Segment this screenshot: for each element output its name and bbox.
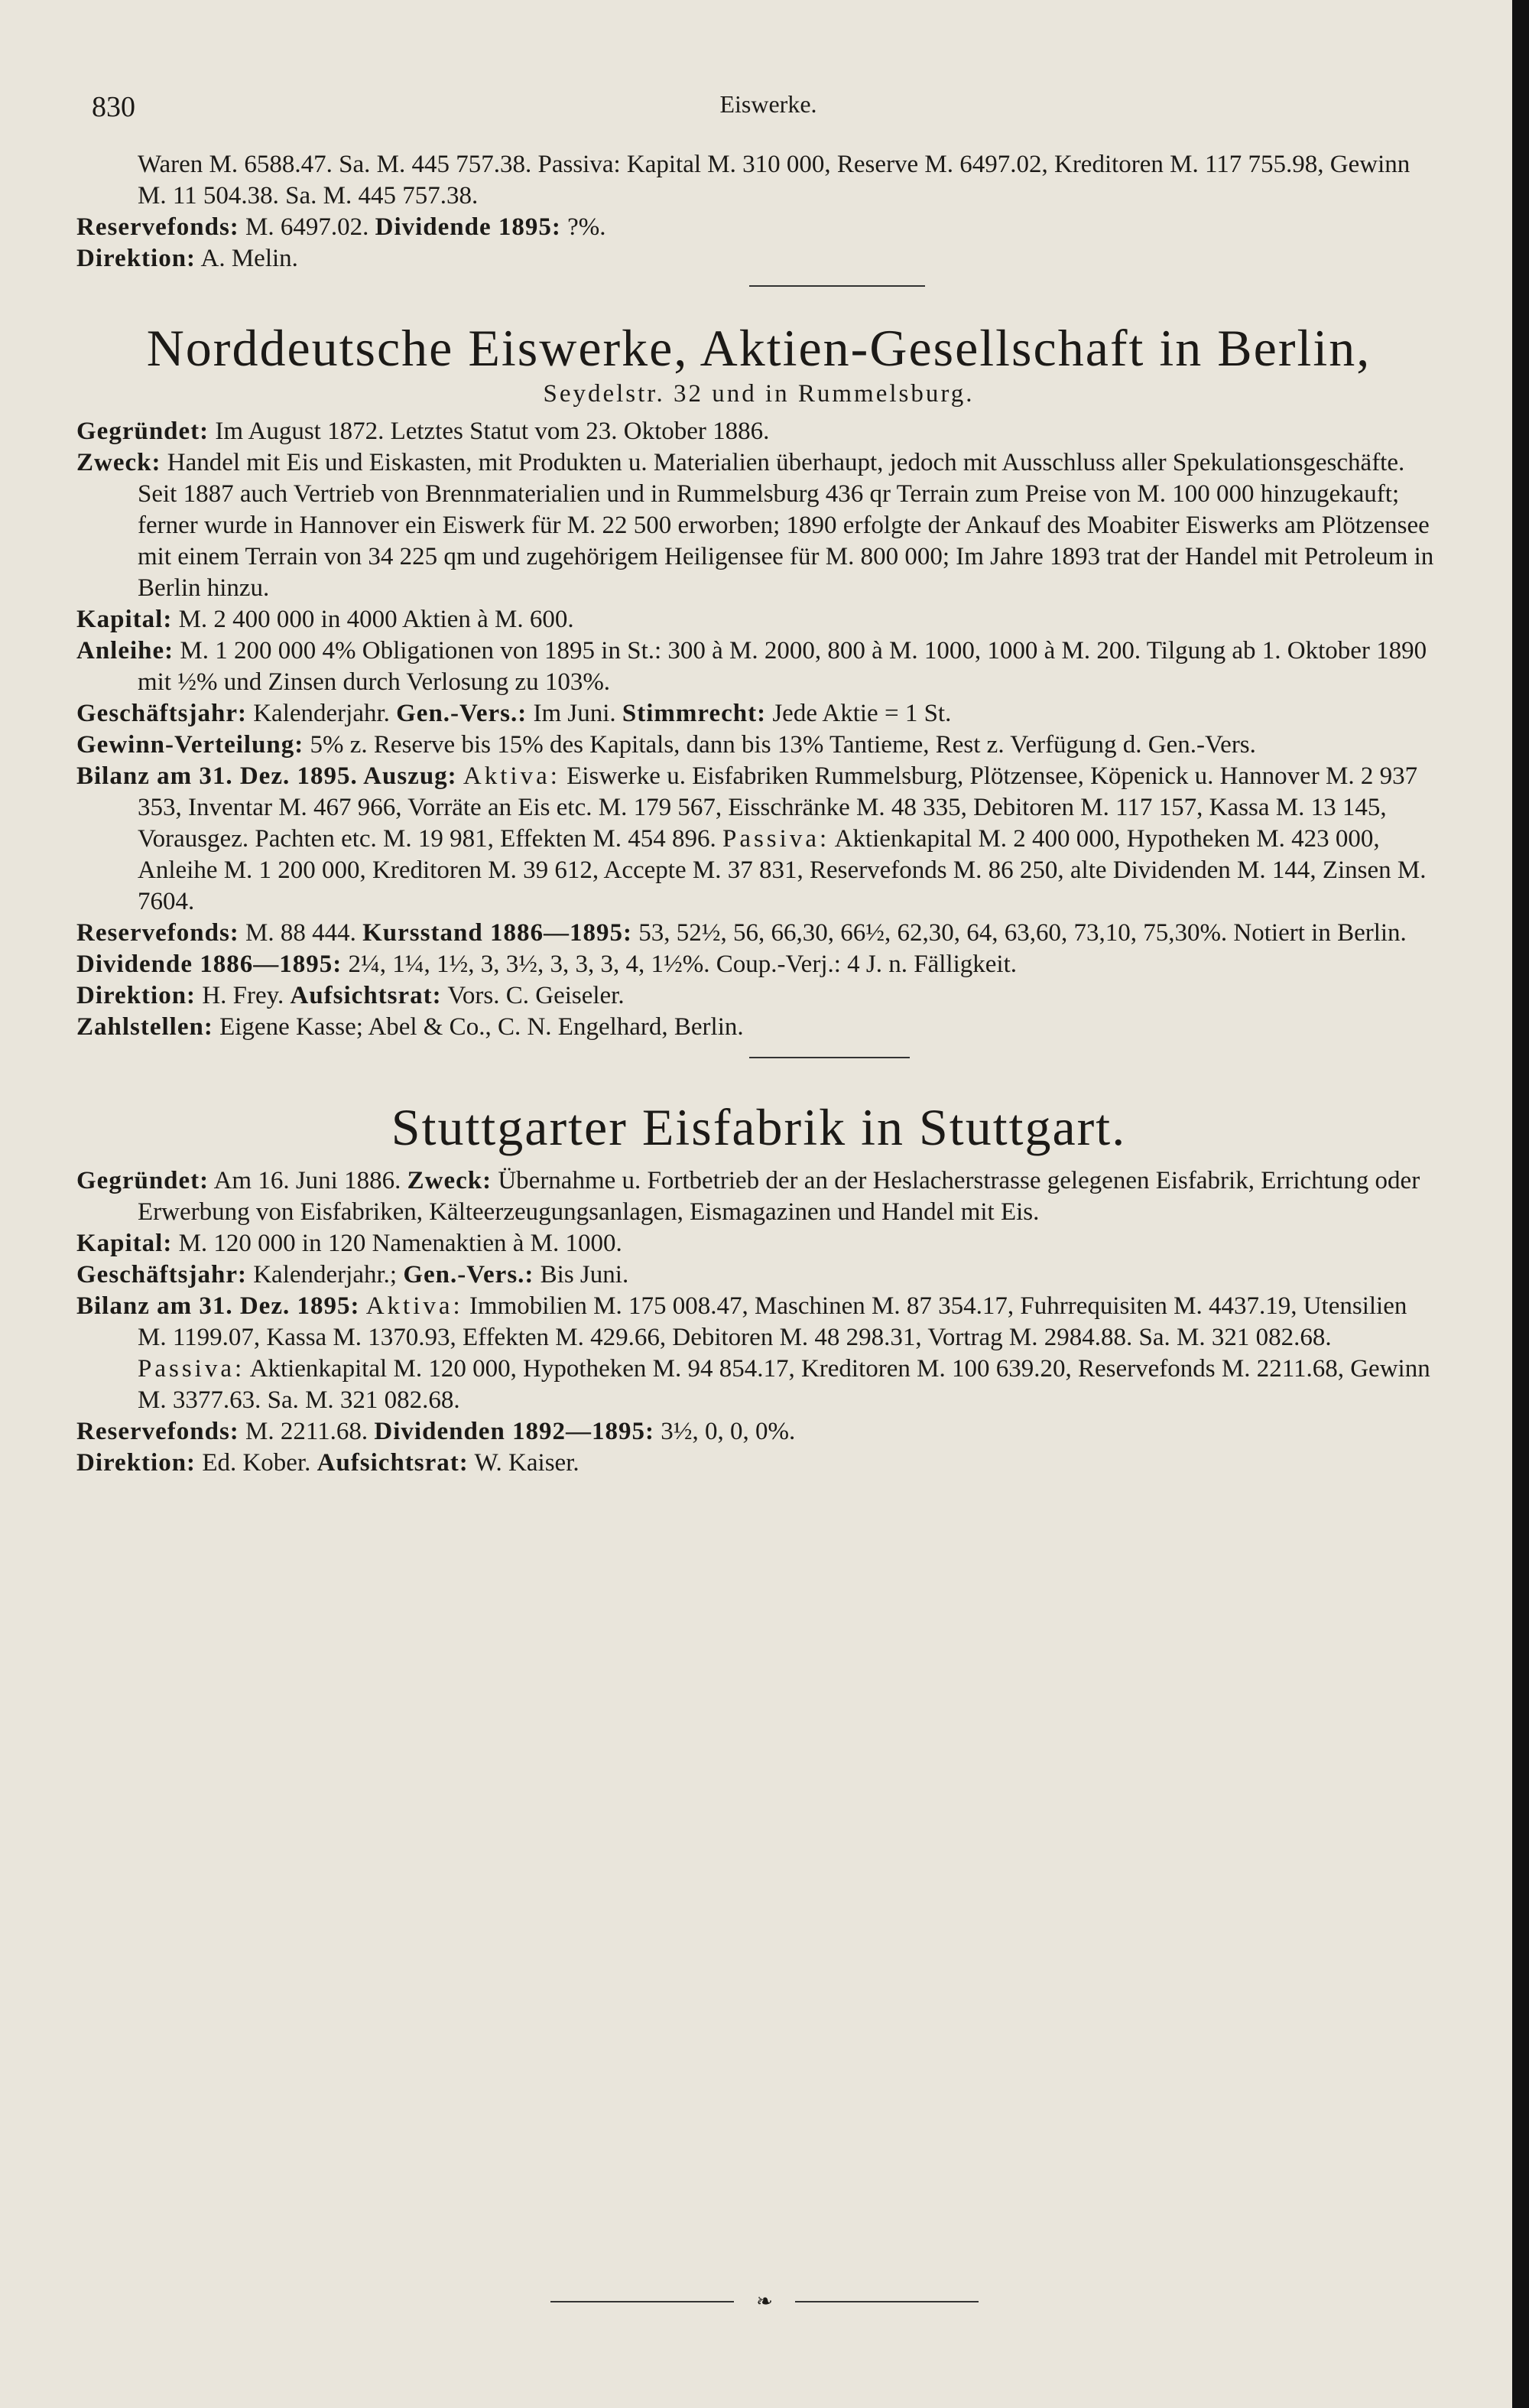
company-title: Stuttgarter Eisfabrik in Stuttgart.: [391, 1098, 1127, 1156]
bilanz-line: Bilanz am 31. Dez. 1895. Auszug: Aktiva: Eiswerke u. Eisfabriken Rummelsburg, Plötzensee, Köpenick u. Hannover M. 2 937 353, Inventar M. 467 966, Vorräte an Eis etc. M. 179 567, Eisschränke M. 48 335, Debitoren M. 117 157, Kassa M. 13 145, Vorausgez. Pachten etc. M. 19 981, Effekten M. 454 896. Passiva: Aktienkapital M. 2 400 000, Hypotheken M. 423 000, Anleihe M. 1 200 000, Kreditoren M. 39 612, Accepte M. 37 831, Reservefonds M. 86 250, alte Dividenden M. 144, Zinsen M. 7604.: [76, 762, 1427, 915]
direktion-line: Direktion: H. Frey. Aufsichtsrat: Vors. C. Geiseler.: [76, 982, 625, 1009]
company-address: Seydelstr. 32 und in Rummelsburg.: [543, 380, 975, 408]
geschaeftsjahr-line: Geschäftsjahr: Kalenderjahr.; Gen.-Vers.: Bis Juni.: [76, 1261, 629, 1288]
zahlstellen-line: Zahlstellen: Eigene Kasse; Abel & Co., C. N. Engelhard, Berlin.: [76, 1013, 744, 1041]
prev-reserve-line: Reservefonds: M. 6497.02. Dividende 1895: ?%.: [76, 213, 606, 241]
reserve-dividende-line: Reservefonds: M. 2211.68. Dividenden 1892—1895: 3½, 0, 0, 0%.: [76, 1418, 796, 1445]
anleihe-line: Anleihe: M. 1 200 000 4% Obligationen von 1895 in St.: 300 à M. 2000, 800 à M. 1000, 1000 à M. 200. Tilgung ab 1. Oktober 1890 mit ½% und Zinsen durch Verlosung zu 103%.: [76, 637, 1427, 696]
page-number: 830: [92, 91, 135, 123]
direktion-line: Direktion: Ed. Kober. Aufsichtsrat: W. Kaiser.: [76, 1449, 579, 1477]
running-head: Eiswerke.: [719, 90, 817, 118]
bilanz-line: Bilanz am 31. Dez. 1895: Aktiva: Immobilien M. 175 008.47, Maschinen M. 87 354.17, Fuhrrequisiten M. 4437.19, Utensilien M. 1199.07, Kassa M. 1370.93, Effekten M. 429.66, Debitoren M. 48 298.31, Vortrag M. 2984.88. Sa. M. 321 082.68. Passiva: Aktienkapital M. 120 000, Hypotheken M. 94 854.17, Kreditoren M. 100 639.20, Reservefonds M. 2211.68, Gewinn M. 3377.63. Sa. M. 321 082.68.: [76, 1292, 1430, 1414]
separator-rule: [749, 1057, 910, 1058]
reserve-kurs-line: Reservefonds: M. 88 444. Kursstand 1886—1895: 53, 52½, 56, 66,30, 66½, 62,30, 64, 63,60, 73,10, 75,30%. Notiert in Berlin.: [76, 919, 1407, 947]
kapital-line: Kapital: M. 2 400 000 in 4000 Aktien à M. 600.: [76, 606, 574, 633]
ornament-flourish-icon: ❧: [756, 2290, 773, 2313]
ornament-line: [550, 2301, 734, 2302]
page-header: [92, 90, 1445, 136]
separator-rule: [749, 285, 925, 287]
ornament-line: [795, 2301, 979, 2302]
scan-edge: [1512, 0, 1529, 2408]
kapital-line: Kapital: M. 120 000 in 120 Namenaktien à M. 1000.: [76, 1230, 622, 1257]
prev-balance-text: Waren M. 6588.47. Sa. M. 445 757.38. Passiva: Kapital M. 310 000, Reserve M. 6497.02, Kreditoren M. 117 755.98, Gewinn M. 11 504.38. Sa. M. 445 757.38.: [138, 151, 1411, 210]
end-ornament: [550, 2290, 979, 2313]
prev-direktion-line: Direktion: A. Melin.: [76, 245, 298, 272]
gegruendet-line: Gegründet: Im August 1872. Letztes Statut vom 23. Oktober 1886.: [76, 418, 770, 445]
page-content: [76, 149, 1441, 1479]
company-title: Norddeutsche Eiswerke, Aktien-Gesellschaft in Berlin,: [146, 319, 1372, 377]
gewinn-verteilung-line: Gewinn-Verteilung: 5% z. Reserve bis 15% des Kapitals, dann bis 13% Tantieme, Rest z. Verfügung d. Gen.-Vers.: [76, 731, 1256, 759]
dividende-line: Dividende 1886—1895: 2¼, 1¼, 1½, 3, 3½, 3, 3, 3, 4, 1½%. Coup.-Verj.: 4 J. n. Fälligkeit.: [76, 951, 1017, 978]
zweck-line: Zweck: Handel mit Eis und Eiskasten, mit Produkten u. Materialien überhaupt, jedoch mit Ausschluss aller Spekulationsgeschäfte. Seit 1887 auch Vertrieb von Brennmaterialien und in Rummelsburg 436 qr Terrain zum Preise von M. 100 000 hinzugekauft; ferner wurde in Hannover ein Eiswerk für M. 22 500 erworben; 1890 erfolgte der Ankauf des Moabiter Eiswerks am Plötzensee mit einem Terrain von 34 225 qm und zugehörigem Heiligensee für M. 800 000; Im Jahre 1893 trat der Handel mit Petroleum in Berlin hinzu.: [76, 449, 1434, 602]
geschaeftsjahr-line: Geschäftsjahr: Kalenderjahr. Gen.-Vers.: Im Juni. Stimmrecht: Jede Aktie = 1 St.: [76, 700, 952, 727]
gegruendet-zweck-line: Gegründet: Am 16. Juni 1886. Zweck: Übernahme u. Fortbetrieb der an der Heslacherstrasse gelegenen Eisfabrik, Errichtung oder Erwerbung von Eisfabriken, Kälteerzeugungsanlagen, Eismagazinen und Handel mit Eis.: [76, 1167, 1420, 1226]
